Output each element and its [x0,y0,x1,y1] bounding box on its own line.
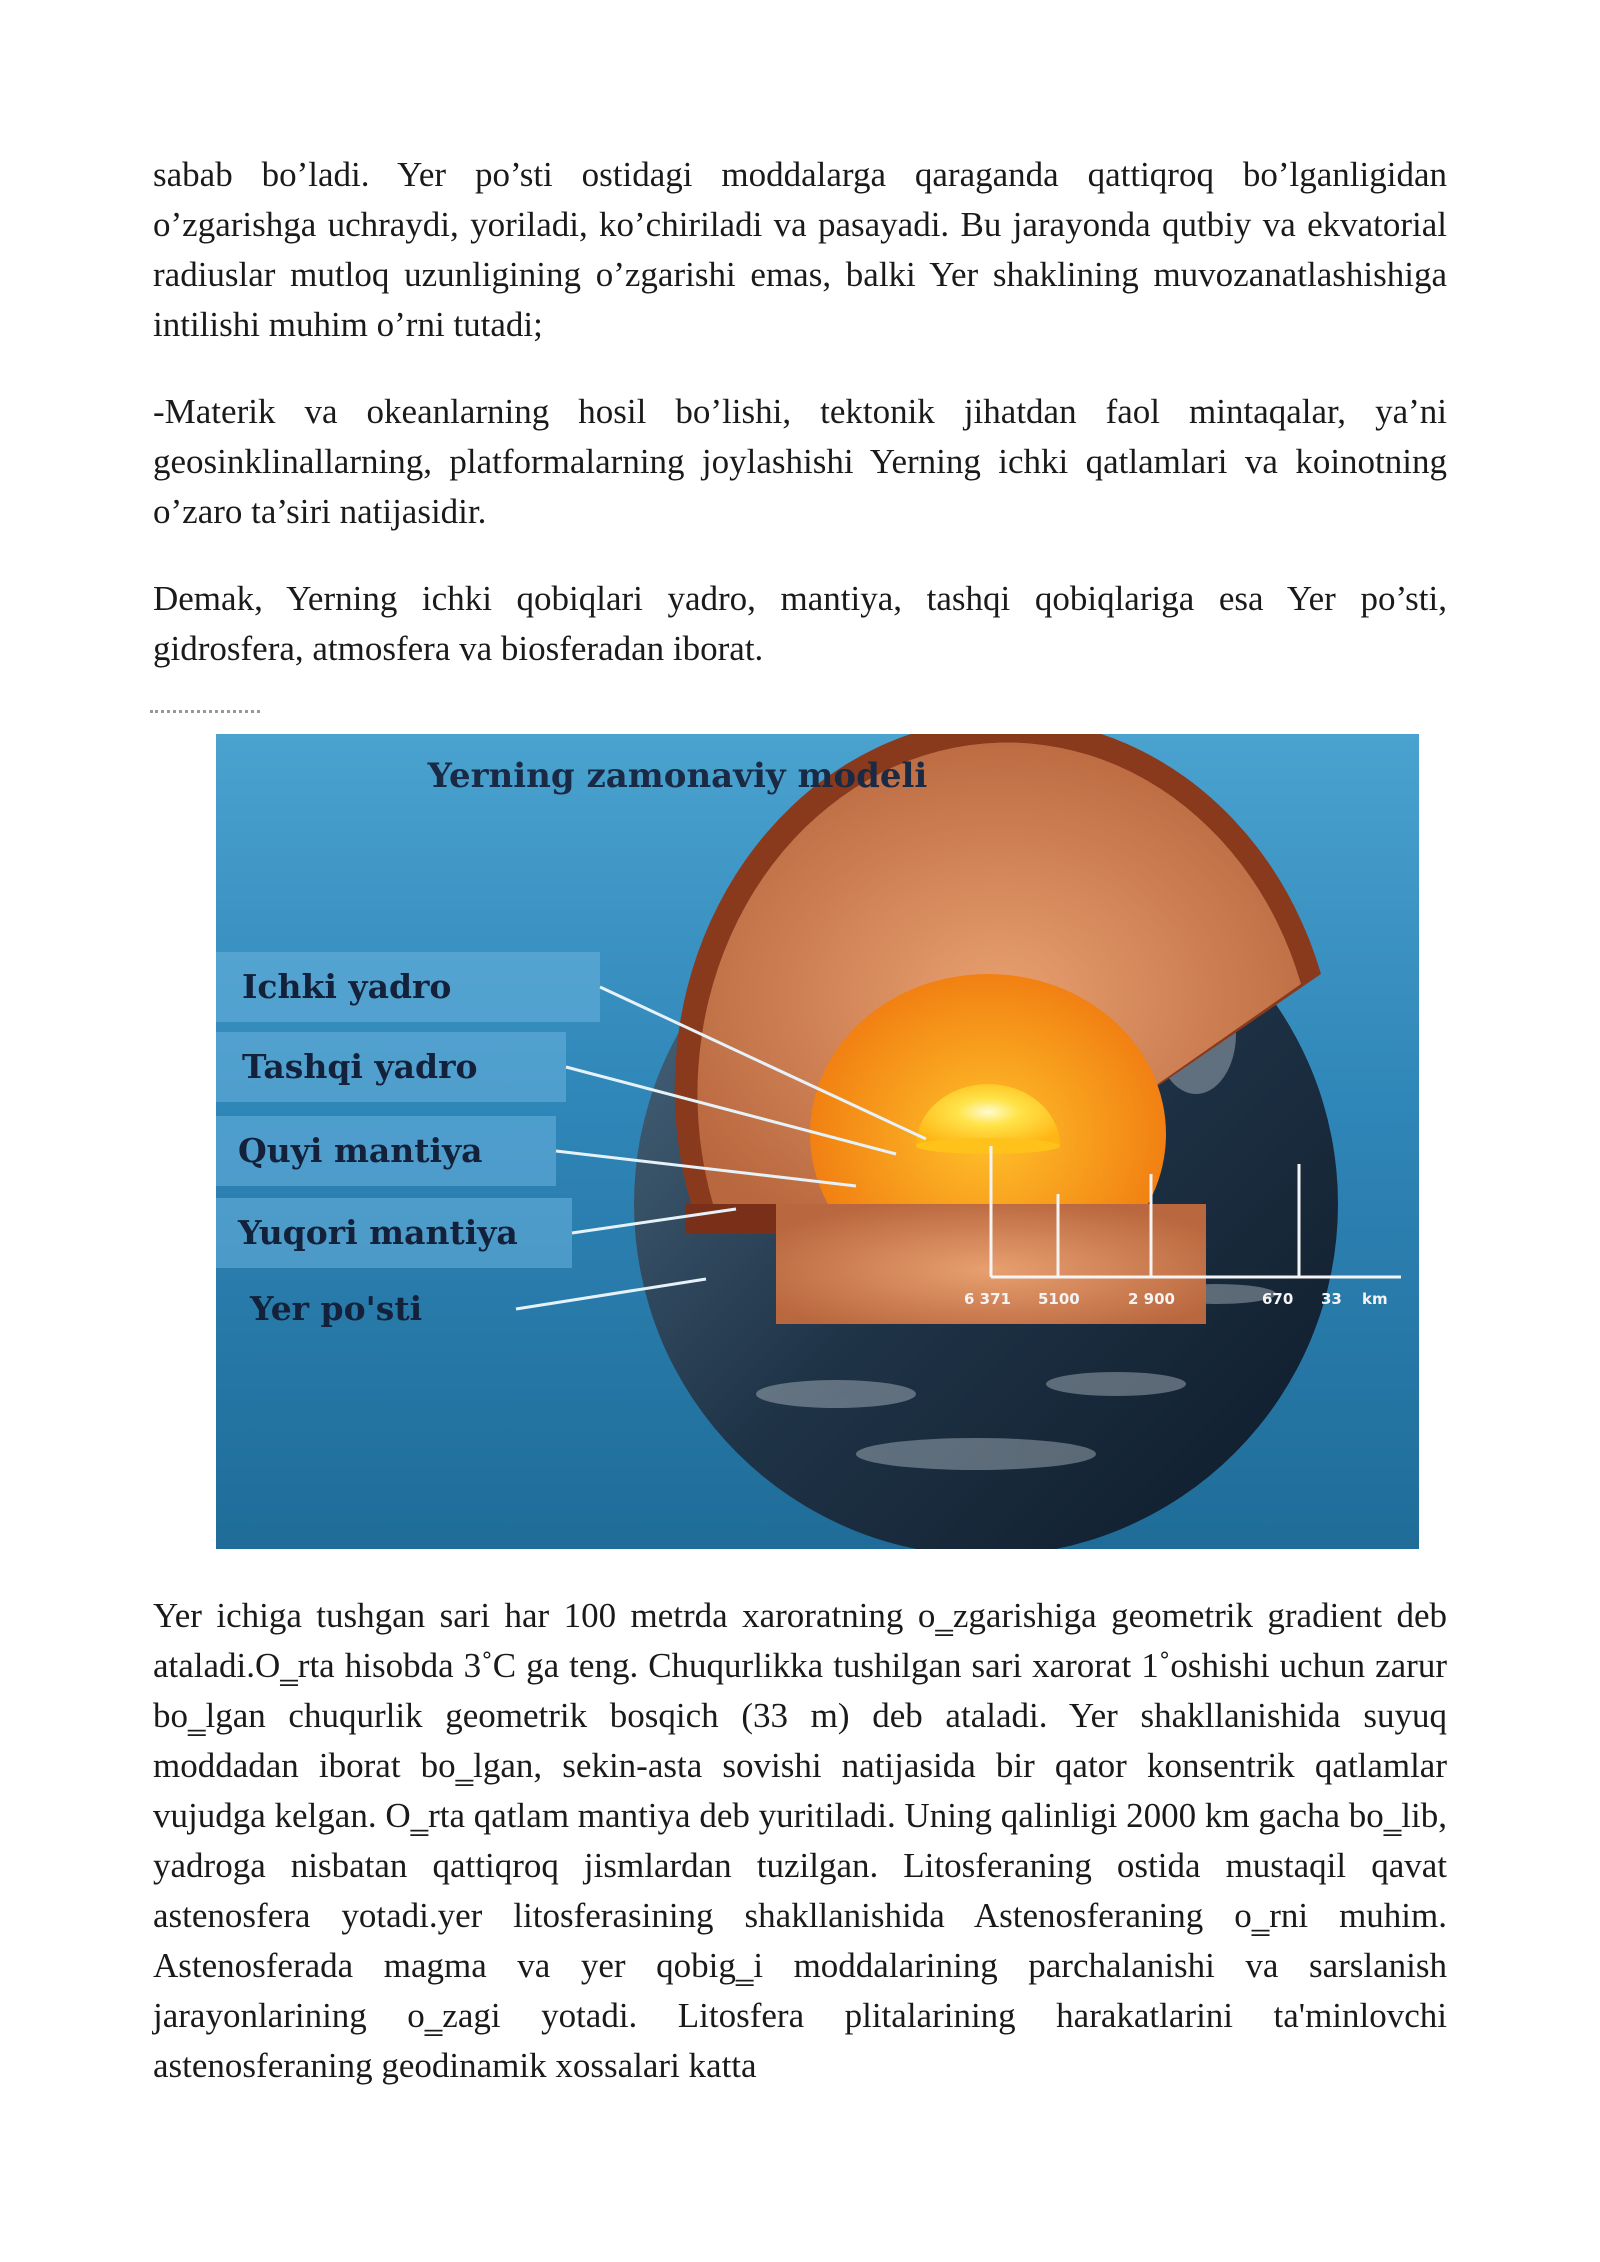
paragraph-3: Demak, Yerning ichki qobiqlari yadro, mantiya, tashqi qobiqlariga esa Yer po’sti, gidrosfera, atmosfera va biosferadan iborat. [153,579,1447,668]
tick-label-unit: km [1362,1290,1388,1308]
scan-artifact [150,710,260,719]
tick-label-4: 670 [1262,1290,1294,1308]
label-outer-core: Tashqi yadro [216,1032,566,1102]
inner-core-base [916,1138,1060,1154]
tick-label-3: 2 900 [1128,1290,1175,1308]
label-crust: Yer po'sti [250,1289,423,1328]
paragraph-1: sabab bo’ladi. Yer po’sti ostidagi moddalarga qaraganda qattiqroq bo’lganligidan o’zgarishga uchraydi, yoriladi, ko’chiriladi va pasayadi. Bu jarayonda qutbiy va ekvatorial radiuslar mutloq uzunligining o’zgarishi emas, balki Yer shaklining muvozanatlashishiga intilishi muhim o’rni tutadi; [153,155,1447,344]
figure-title: Yerning zamonaviy modeli [427,756,928,796]
tick-label-5: 33 [1321,1290,1342,1308]
tick-label-2: 5100 [1038,1290,1080,1308]
tick-label-1: 6 371 [964,1290,1011,1308]
paragraph-4: Yer ichiga tushgan sari har 100 metrda xaroratning o‗zgarishiga geometrik gradient deb ataladi.O‗rta hisobda 3˚C ga teng. Chuqurlikka tushilgan sari xarorat 1˚oshishi uchun zarur bo‗lgan chuqurlik geometrik bosqich (33 m) deb ataladi. Yer shakllanishida suyuq moddadan iborat bo‗lgan, sekin-asta sovishi natijasida bir qator konsentrik qatlamlar vujudga kelgan. O‗rta qatlam mantiya deb yuritiladi. Uning qalinligi 2000 km gacha bo‗lib, yadroga nisbatan qattiqroq jismlardan tuzilgan. Litosferaning ostida mustaqil qavat astenosfera yotadi.yer litosferasining shakllanishida Astenosferaning o‗rni muhim. Astenosferada magma va yer qobig‗i moddalarining parchalanishi va sarslanish jarayonlarining o‗zagi yotadi. Litosfera plitalarining harakatlarini ta'minlovchi astenosferaning geodinamik xossalari katta [153,1596,1447,2085]
label-lower-mantle: Quyi mantiya [216,1116,556,1186]
paragraph-2: -Materik va okeanlarning hosil bo’lishi, tektonik jihatdan faol mintaqalar, ya’ni geosinklinallarning, platformalarning joylashishi Yerning ichki qatlamlari va koinotning o’zaro ta’siri natijasidir. [153,392,1447,531]
label-inner-core: Ichki yadro [216,952,600,1022]
earth-structure-figure [216,734,1419,1549]
label-upper-mantle: Yuqori mantiya [216,1198,572,1268]
